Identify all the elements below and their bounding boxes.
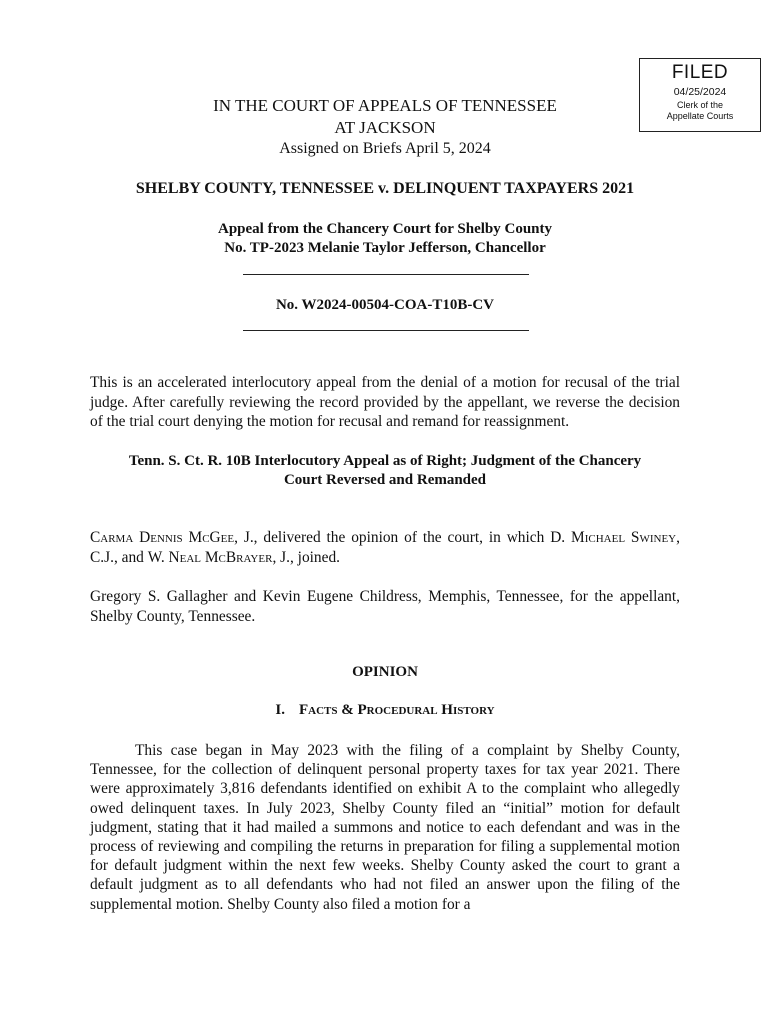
divider-top (243, 274, 529, 275)
assigned-date: Assigned on Briefs April 5, 2024 (279, 140, 491, 157)
filed-stamp (639, 58, 761, 132)
authorship-text-2: , C.J., and (90, 529, 680, 566)
holding-line-1: Tenn. S. Ct. R. 10B Interlocutory Appeal as of Right; Judgment of the Chancery (128, 453, 642, 469)
stamp-courts-line: Appellate Courts (666, 111, 734, 122)
body-paragraph-text: This case began in May 2023 with the filing of a complaint by Shelby County, Tennessee, for the collection of delinquent personal property taxes for tax year 2021. There were approximately 3,816 defendants identified on exhibit A to the complaint who allegedly owed delinquent taxes. In July 2023, Shelby County filed an “initial” motion for default judgment, stating that it had mailed a summons and notice to each defendant and was in the process of reviewing and compiling the returns in preparation for filing a supplemental motion for default judgment within the next few weeks. Shelby County asked the court to grant a default judgment as to all defendants who had not filed an answer upon the filing of the supplemental motion. Shelby County also filed a motion for a (90, 742, 680, 913)
judge-name-2: D. Michael Swiney (550, 529, 677, 546)
stamp-clerk-line: Clerk of the (676, 100, 724, 111)
court-name: IN THE COURT OF APPEALS OF TENNESSEE (213, 96, 557, 115)
section-title: Facts & Procedural History (299, 702, 495, 718)
section-number: I. (275, 702, 285, 718)
case-summary: This is an accelerated interlocutory appeal from the denial of a motion for recusal of the trial judge. After carefully reviewing the record provided by the appellant, we reverse the decision of the trial court denying the motion for recusal and remand for reassignment. (90, 374, 680, 430)
opinion-heading: OPINION (352, 664, 418, 680)
case-title: SHELBY COUNTY, TENNESSEE v. DELINQUENT TAXPAYERS 2021 (135, 180, 635, 197)
counsel-statement: Gregory S. Gallagher and Kevin Eugene Childress, Memphis, Tennessee, for the appellant, Shelby County, Tennessee. (90, 588, 680, 625)
docket-number: No. W2024-00504-COA-T10B-CV (275, 297, 495, 313)
authorship-text-1: , J., delivered the opinion of the court, in which (234, 529, 551, 546)
authorship-text-3: , J., joined. (272, 548, 340, 566)
holding (95, 452, 675, 490)
trial-case-number: No. TP-2023 Melanie Taylor Jefferson, Chancellor (224, 240, 546, 256)
divider-bottom (243, 330, 529, 331)
court-location: AT JACKSON (334, 118, 436, 137)
judge-name-3: W. Neal McBrayer (147, 548, 273, 566)
court-title (150, 95, 620, 139)
stamp-title: FILED (671, 62, 729, 83)
body-paragraph (90, 741, 680, 914)
holding-line-2: Court Reversed and Remanded (283, 472, 487, 488)
section-heading (150, 702, 620, 719)
appeal-from: Appeal from the Chancery Court for Shelby County (217, 221, 553, 237)
stamp-date: 04/25/2024 (673, 85, 727, 98)
authorship-statement (90, 528, 680, 567)
appeal-info (100, 220, 670, 258)
author-name: Carma Dennis McGee (90, 529, 235, 546)
